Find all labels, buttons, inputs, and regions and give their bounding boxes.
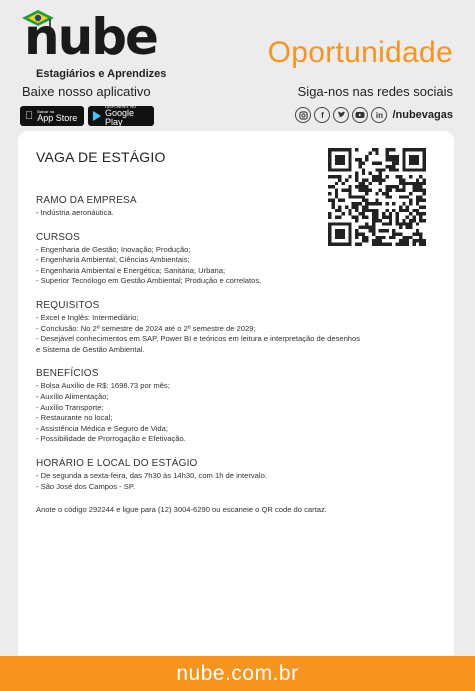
section-line: - De segunda a sexta-feira, das 7h30 às 14h30, com 1h de intervalo. <box>36 470 267 480</box>
section-line: - Indústria aeronáutica. <box>36 208 114 217</box>
section-line: - Engenharia de Gestão; Inovação; Produção; <box>36 244 191 254</box>
apple-icon <box>25 111 33 122</box>
logo-tagline: Estagiários e Aprendizes <box>36 68 167 80</box>
contact-note: Anote o código 292244 e ligue para (12) 3004-6290 ou escaneie o QR code do cartaz. <box>36 505 327 515</box>
section-heading: HORÁRIO E LOCAL DO ESTÁGIO <box>36 457 198 469</box>
section-line: - Bolsa Auxílio de R$: 1698.73 por mês; <box>36 381 170 391</box>
section-line: - Conclusão: No 2º semestre de 2024 até o 2º semestre de 2029; <box>36 323 256 333</box>
section-line: - Engenharia Ambiental e Energética; Sanitária; Urbana; <box>36 265 226 275</box>
job-title: VAGA DE ESTÁGIO <box>36 149 166 165</box>
section-line: - Superior Tecnólogo em Gestão Ambiental; Produção e correlatos. <box>36 276 262 286</box>
section-line: - Engenharia Ambiental; Ciências Ambientais; <box>36 255 190 265</box>
app-store-badge[interactable] <box>20 106 84 126</box>
website-link[interactable]: nube.com.br <box>176 661 299 685</box>
section-line: - Possibilidade de Prorrogação e Efetivação. <box>36 434 186 444</box>
footer-bar <box>0 656 475 691</box>
google-play-icon <box>93 111 101 121</box>
instagram-icon[interactable] <box>295 107 311 123</box>
section-cursos <box>36 232 446 287</box>
twitter-icon[interactable] <box>333 107 349 123</box>
logo-word: nube <box>24 8 157 66</box>
social-label: Siga-nos nas redes sociais <box>297 84 453 99</box>
section-line: - Excel e Inglês: Intermediário; <box>36 312 139 322</box>
section-line: - Restaurante no local; <box>36 413 113 423</box>
social-handle[interactable]: /nubevagas <box>392 109 453 121</box>
header <box>0 0 475 140</box>
app-download-label: Baixe nosso aplicativo <box>22 84 151 99</box>
google-play-badge[interactable] <box>88 106 154 126</box>
section-line: - Desejável conhecimentos em SAP, Power BI e teóricos em leitura e interpretação de desenhos <box>36 334 361 344</box>
section-beneficios <box>36 368 446 445</box>
section-line: - Assistência Médica e Seguro de Vida; <box>36 423 168 433</box>
linkedin-icon[interactable]: in <box>371 107 387 123</box>
page-title: Oportunidade <box>267 36 453 69</box>
youtube-icon[interactable] <box>352 107 368 123</box>
section-requisitos <box>36 300 446 355</box>
job-details <box>36 195 446 514</box>
nube-logo[interactable] <box>18 6 178 78</box>
section-heading: REQUISITOS <box>36 299 100 311</box>
section-ramo <box>36 195 446 219</box>
section-heading: RAMO DA EMPRESA <box>36 195 137 206</box>
section-line: - São José dos Campos - SP. <box>36 481 136 491</box>
app-store-label: App Store <box>29 112 70 123</box>
social-links <box>295 107 453 123</box>
section-heading: BENEFÍCIOS <box>36 368 99 380</box>
facebook-icon[interactable]: f <box>314 107 330 123</box>
section-line: - Auxílio Alimentação; <box>36 391 109 401</box>
section-line: e Sistema de Gestão Ambiental. <box>36 344 145 354</box>
section-line: - Auxílio Transporte; <box>36 402 104 412</box>
job-card <box>18 131 454 671</box>
google-play-label: Google Play <box>105 108 135 127</box>
section-horario <box>36 458 446 492</box>
google-play-small-text: DISPONÍVEL NO <box>105 104 136 109</box>
app-store-small-text: Baixar na <box>29 108 46 114</box>
section-heading: CURSOS <box>36 231 80 243</box>
